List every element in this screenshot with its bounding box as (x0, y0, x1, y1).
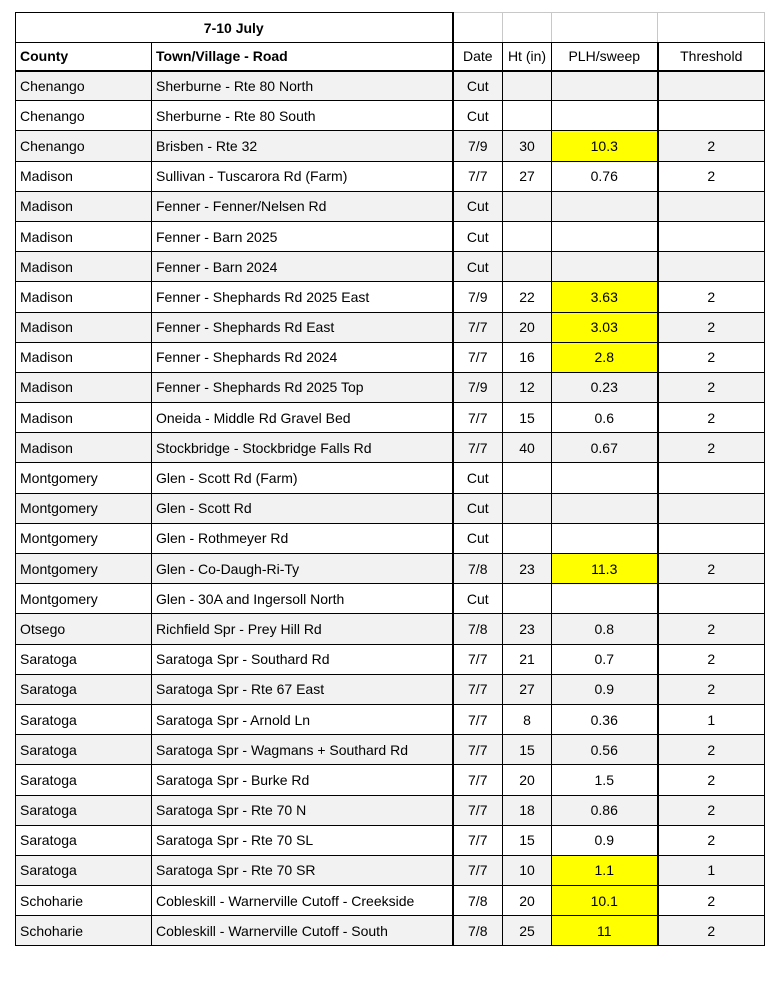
date-cell: 7/7 (453, 795, 503, 825)
county-cell: Saratoga (16, 855, 152, 885)
height-cell (503, 101, 552, 131)
plh-cell (552, 584, 658, 614)
table-row (16, 71, 765, 101)
date-cell: 7/7 (453, 342, 503, 372)
threshold-cell (658, 493, 765, 523)
height-cell (503, 493, 552, 523)
height-cell: 21 (503, 644, 552, 674)
height-cell (503, 71, 552, 101)
county-cell: Madison (16, 161, 152, 191)
plh-cell: 10.1 (552, 886, 658, 916)
table-row (16, 252, 765, 282)
threshold-cell: 1 (658, 704, 765, 734)
threshold-cell (658, 191, 765, 221)
height-cell: 18 (503, 795, 552, 825)
road-cell: Saratoga Spr - Arnold Ln (152, 704, 453, 734)
road-cell: Fenner - Barn 2025 (152, 221, 453, 251)
threshold-cell (658, 252, 765, 282)
threshold-cell: 2 (658, 765, 765, 795)
threshold-cell: 2 (658, 644, 765, 674)
county-cell: Saratoga (16, 765, 152, 795)
plh-cell (552, 463, 658, 493)
plh-cell: 0.76 (552, 161, 658, 191)
threshold-cell: 1 (658, 855, 765, 885)
height-cell: 27 (503, 161, 552, 191)
threshold-cell: 2 (658, 403, 765, 433)
plh-cell: 2.8 (552, 342, 658, 372)
threshold-cell: 2 (658, 342, 765, 372)
plh-cell: 0.86 (552, 795, 658, 825)
height-cell: 15 (503, 735, 552, 765)
header-ht: Ht (in) (503, 43, 552, 71)
date-cell: 7/8 (453, 916, 503, 946)
header-road: Town/Village - Road (152, 43, 453, 71)
plh-cell: 1.5 (552, 765, 658, 795)
height-cell (503, 191, 552, 221)
road-cell: Oneida - Middle Rd Gravel Bed (152, 403, 453, 433)
plh-cell (552, 221, 658, 251)
date-cell: 7/7 (453, 644, 503, 674)
table-row (16, 735, 765, 765)
county-cell: Saratoga (16, 825, 152, 855)
county-cell: Montgomery (16, 493, 152, 523)
threshold-cell: 2 (658, 554, 765, 584)
road-cell: Saratoga Spr - Burke Rd (152, 765, 453, 795)
height-cell (503, 252, 552, 282)
table-row (16, 825, 765, 855)
table-row (16, 795, 765, 825)
header-plh: PLH/sweep (552, 43, 658, 71)
table-row (16, 101, 765, 131)
height-cell: 23 (503, 614, 552, 644)
plh-cell: 3.03 (552, 312, 658, 342)
height-cell: 20 (503, 312, 552, 342)
road-cell: Glen - Co-Daugh-Ri-Ty (152, 554, 453, 584)
height-cell: 10 (503, 855, 552, 885)
county-cell: Montgomery (16, 463, 152, 493)
plh-cell: 0.8 (552, 614, 658, 644)
blank-cell (503, 13, 552, 43)
date-cell: 7/7 (453, 161, 503, 191)
date-cell: 7/7 (453, 704, 503, 734)
road-cell: Saratoga Spr - Rte 70 SL (152, 825, 453, 855)
road-cell: Glen - Rothmeyer Rd (152, 523, 453, 553)
table-row (16, 886, 765, 916)
height-cell: 30 (503, 131, 552, 161)
threshold-cell: 2 (658, 735, 765, 765)
height-cell: 22 (503, 282, 552, 312)
county-cell: Chenango (16, 101, 152, 131)
height-cell: 20 (503, 765, 552, 795)
threshold-cell (658, 221, 765, 251)
road-cell: Brisben - Rte 32 (152, 131, 453, 161)
road-cell: Fenner - Shephards Rd East (152, 312, 453, 342)
road-cell: Cobleskill - Warnerville Cutoff - South (152, 916, 453, 946)
road-cell: Stockbridge - Stockbridge Falls Rd (152, 433, 453, 463)
plh-cell: 3.63 (552, 282, 658, 312)
threshold-cell: 2 (658, 795, 765, 825)
table-row (16, 916, 765, 946)
height-cell: 12 (503, 372, 552, 402)
county-cell: Schoharie (16, 886, 152, 916)
threshold-cell (658, 584, 765, 614)
date-cell: Cut (453, 191, 503, 221)
date-cell: 7/7 (453, 735, 503, 765)
road-cell: Saratoga Spr - Rte 70 N (152, 795, 453, 825)
table-row (16, 765, 765, 795)
county-cell: Madison (16, 191, 152, 221)
threshold-cell: 2 (658, 312, 765, 342)
threshold-cell: 2 (658, 161, 765, 191)
table-row (16, 161, 765, 191)
date-cell: 7/7 (453, 765, 503, 795)
county-cell: Madison (16, 282, 152, 312)
road-cell: Fenner - Shephards Rd 2025 East (152, 282, 453, 312)
plh-cell (552, 71, 658, 101)
county-cell: Madison (16, 372, 152, 402)
table-row (16, 463, 765, 493)
plh-cell: 0.9 (552, 825, 658, 855)
title-row (16, 13, 765, 43)
plh-cell (552, 523, 658, 553)
plh-cell (552, 493, 658, 523)
road-cell: Saratoga Spr - Southard Rd (152, 644, 453, 674)
county-cell: Madison (16, 433, 152, 463)
county-cell: Otsego (16, 614, 152, 644)
road-cell: Richfield Spr - Prey Hill Rd (152, 614, 453, 644)
threshold-cell: 2 (658, 916, 765, 946)
height-cell: 20 (503, 886, 552, 916)
table-row (16, 644, 765, 674)
plh-cell: 0.56 (552, 735, 658, 765)
date-cell: Cut (453, 221, 503, 251)
county-cell: Chenango (16, 131, 152, 161)
road-cell: Saratoga Spr - Rte 70 SR (152, 855, 453, 885)
date-cell: 7/7 (453, 855, 503, 885)
plh-cell: 0.67 (552, 433, 658, 463)
table-row (16, 191, 765, 221)
date-cell: 7/8 (453, 614, 503, 644)
date-cell: Cut (453, 71, 503, 101)
blank-cell (453, 13, 503, 43)
threshold-cell: 2 (658, 433, 765, 463)
height-cell (503, 523, 552, 553)
table-row (16, 704, 765, 734)
height-cell: 15 (503, 825, 552, 855)
date-cell: Cut (453, 463, 503, 493)
table-row (16, 554, 765, 584)
plh-cell: 0.6 (552, 403, 658, 433)
road-cell: Sherburne - Rte 80 North (152, 71, 453, 101)
height-cell: 15 (503, 403, 552, 433)
date-cell: 7/7 (453, 433, 503, 463)
monitoring-table (15, 12, 765, 946)
height-cell: 23 (503, 554, 552, 584)
blank-cell (658, 13, 765, 43)
threshold-cell: 2 (658, 131, 765, 161)
road-cell: Sullivan - Tuscarora Rd (Farm) (152, 161, 453, 191)
plh-cell (552, 101, 658, 131)
table-row (16, 221, 765, 251)
table-row (16, 855, 765, 885)
table-row (16, 584, 765, 614)
county-cell: Saratoga (16, 644, 152, 674)
plh-cell: 0.36 (552, 704, 658, 734)
table-row (16, 674, 765, 704)
table-row (16, 312, 765, 342)
county-cell: Saratoga (16, 674, 152, 704)
date-cell: 7/9 (453, 372, 503, 402)
threshold-cell: 2 (658, 674, 765, 704)
table-row (16, 342, 765, 372)
date-cell: Cut (453, 584, 503, 614)
threshold-cell: 2 (658, 825, 765, 855)
height-cell: 16 (503, 342, 552, 372)
table-row (16, 372, 765, 402)
blank-cell (552, 13, 658, 43)
date-cell: Cut (453, 523, 503, 553)
plh-cell: 11.3 (552, 554, 658, 584)
county-cell: Madison (16, 221, 152, 251)
date-cell: 7/9 (453, 282, 503, 312)
county-cell: Madison (16, 403, 152, 433)
height-cell: 27 (503, 674, 552, 704)
road-cell: Cobleskill - Warnerville Cutoff - Creekside (152, 886, 453, 916)
threshold-cell (658, 71, 765, 101)
plh-cell (552, 252, 658, 282)
table-row (16, 493, 765, 523)
table-row (16, 282, 765, 312)
height-cell: 8 (503, 704, 552, 734)
county-cell: Montgomery (16, 523, 152, 553)
county-cell: Madison (16, 342, 152, 372)
road-cell: Fenner - Shephards Rd 2025 Top (152, 372, 453, 402)
plh-cell: 11 (552, 916, 658, 946)
road-cell: Fenner - Fenner/Nelsen Rd (152, 191, 453, 221)
header-county: County (16, 43, 152, 71)
county-cell: Schoharie (16, 916, 152, 946)
date-cell: 7/9 (453, 131, 503, 161)
threshold-cell (658, 101, 765, 131)
table-row (16, 131, 765, 161)
threshold-cell: 2 (658, 282, 765, 312)
plh-cell: 10.3 (552, 131, 658, 161)
plh-cell: 1.1 (552, 855, 658, 885)
date-cell: Cut (453, 493, 503, 523)
road-cell: Glen - 30A and Ingersoll North (152, 584, 453, 614)
county-cell: Saratoga (16, 795, 152, 825)
height-cell: 40 (503, 433, 552, 463)
table-row (16, 614, 765, 644)
height-cell (503, 463, 552, 493)
plh-cell (552, 191, 658, 221)
date-cell: 7/8 (453, 554, 503, 584)
table-row (16, 433, 765, 463)
date-cell: 7/7 (453, 674, 503, 704)
date-cell: 7/7 (453, 403, 503, 433)
table-row (16, 523, 765, 553)
road-cell: Glen - Scott Rd (152, 493, 453, 523)
county-cell: Chenango (16, 71, 152, 101)
date-cell: 7/8 (453, 886, 503, 916)
date-cell: Cut (453, 252, 503, 282)
road-cell: Fenner - Barn 2024 (152, 252, 453, 282)
plh-cell: 0.7 (552, 644, 658, 674)
road-cell: Saratoga Spr - Wagmans + Southard Rd (152, 735, 453, 765)
height-cell (503, 221, 552, 251)
height-cell (503, 584, 552, 614)
header-threshold: Threshold (658, 43, 765, 71)
header-date: Date (453, 43, 503, 71)
road-cell: Saratoga Spr - Rte 67 East (152, 674, 453, 704)
road-cell: Sherburne - Rte 80 South (152, 101, 453, 131)
county-cell: Montgomery (16, 554, 152, 584)
plh-cell: 0.23 (552, 372, 658, 402)
table-title: 7-10 July (16, 13, 453, 43)
date-cell: 7/7 (453, 825, 503, 855)
road-cell: Fenner - Shephards Rd 2024 (152, 342, 453, 372)
header-row (16, 43, 765, 71)
height-cell: 25 (503, 916, 552, 946)
road-cell: Glen - Scott Rd (Farm) (152, 463, 453, 493)
county-cell: Montgomery (16, 584, 152, 614)
table-row (16, 403, 765, 433)
threshold-cell (658, 523, 765, 553)
county-cell: Madison (16, 252, 152, 282)
county-cell: Saratoga (16, 704, 152, 734)
plh-cell: 0.9 (552, 674, 658, 704)
threshold-cell: 2 (658, 614, 765, 644)
county-cell: Madison (16, 312, 152, 342)
threshold-cell: 2 (658, 886, 765, 916)
date-cell: Cut (453, 101, 503, 131)
date-cell: 7/7 (453, 312, 503, 342)
threshold-cell: 2 (658, 372, 765, 402)
threshold-cell (658, 463, 765, 493)
county-cell: Saratoga (16, 735, 152, 765)
